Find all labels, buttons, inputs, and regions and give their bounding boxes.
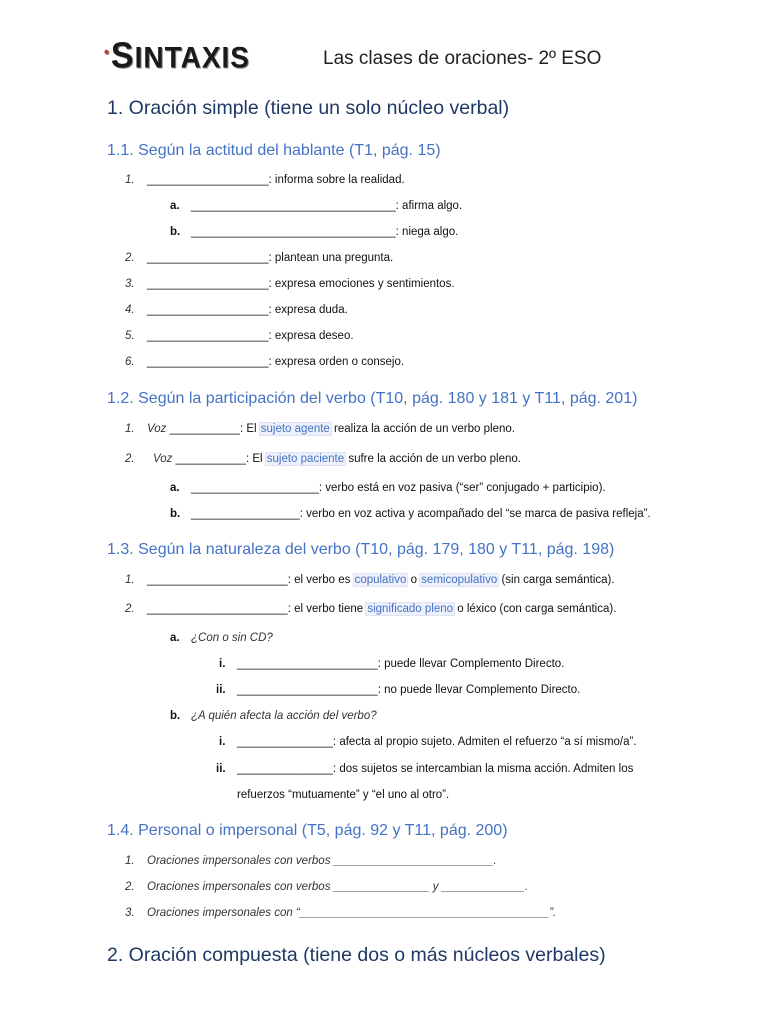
- list-letter: a.: [170, 482, 180, 494]
- list-item: ___________________: informa sobre la realidad.: [147, 174, 405, 186]
- list-letter: a.: [170, 200, 180, 212]
- list-item: _______________: afecta al propio sujeto. Admiten el refuerzo “a sí mismo/a”.: [237, 736, 637, 748]
- section-2-heading: 2. Oración compuesta (tiene dos o más núcleos verbales): [107, 944, 606, 966]
- subsection-1-1-heading: 1.1. Según la actitud del hablante (T1, pág. 15): [107, 142, 441, 159]
- list-number: 1.: [125, 574, 135, 586]
- logo-wordmark: •SINTAXIS: [104, 35, 250, 76]
- highlight-term: copulativo: [354, 574, 407, 586]
- list-item: ¿Con o sin CD?: [191, 632, 273, 644]
- list-item: ______________________: el verbo es copulativo o semicopulativo (sin carga semántica).: [147, 574, 615, 586]
- list-item: Oraciones impersonales con “_______________________________________”.: [147, 907, 557, 919]
- subsection-1-4-heading: 1.4. Personal o impersonal (T5, pág. 92 y T11, pág. 200): [107, 822, 508, 839]
- list-number: 2.: [125, 881, 135, 893]
- list-roman: ii.: [216, 763, 226, 775]
- list-roman: ii.: [216, 684, 226, 696]
- list-number: 1.: [125, 174, 135, 186]
- list-item-continuation: refuerzos “mutuamente” y “el uno al otro”.: [237, 789, 450, 801]
- list-number: 2.: [125, 453, 135, 465]
- list-roman: i.: [219, 736, 226, 748]
- highlight-term: semicopulativo: [421, 574, 498, 586]
- list-item: ______________________: puede llevar Complemento Directo.: [237, 658, 565, 670]
- list-number: 2.: [125, 252, 135, 264]
- list-item: ______________________: el verbo tiene significado pleno o léxico (con carga semántica).: [147, 603, 617, 615]
- list-item: _______________: dos sujetos se intercambian la misma acción. Admiten los: [237, 763, 634, 775]
- highlight-term: significado pleno: [367, 603, 454, 615]
- list-number: 6.: [125, 356, 135, 368]
- list-item: ___________________: plantean una pregunta.: [147, 252, 394, 264]
- list-item: ____________________: verbo está en voz pasiva (“ser” conjugado + participio).: [191, 482, 606, 494]
- list-letter: b.: [170, 710, 181, 722]
- list-item: _________________: verbo en voz activa y acompañado del “se marca de pasiva refleja”.: [191, 508, 651, 520]
- sintaxis-logo: [104, 36, 250, 76]
- list-item: ___________________: expresa emociones y sentimientos.: [147, 278, 455, 290]
- list-item: ___________________: expresa deseo.: [147, 330, 354, 342]
- highlight-term: sujeto agente: [260, 423, 330, 435]
- list-item: Voz ___________: El sujeto agente realiza la acción de un verbo pleno.: [147, 423, 515, 435]
- subsection-1-2-heading: 1.2. Según la participación del verbo (T10, pág. 180 y 181 y T11, pág. 201): [107, 390, 638, 407]
- subsection-1-3-heading: 1.3. Según la naturaleza del verbo (T10, pág. 179, 180 y T11, pág. 198): [107, 541, 615, 558]
- list-number: 2.: [125, 603, 135, 615]
- list-number: 5.: [125, 330, 135, 342]
- list-roman: i.: [219, 658, 226, 670]
- list-item: ______________________: no puede llevar Complemento Directo.: [237, 684, 581, 696]
- document-title: Las clases de oraciones- 2º ESO: [323, 48, 602, 69]
- list-item: Oraciones impersonales con verbos _________________________.: [147, 855, 497, 867]
- list-letter: b.: [170, 226, 181, 238]
- list-number: 1.: [125, 423, 135, 435]
- list-number: 4.: [125, 304, 135, 316]
- list-number: 3.: [125, 907, 135, 919]
- highlight-term: sujeto paciente: [266, 453, 345, 465]
- list-item: ___________________: expresa orden o consejo.: [147, 356, 405, 368]
- list-number: 3.: [125, 278, 135, 290]
- list-letter: b.: [170, 508, 181, 520]
- list-number: 1.: [125, 855, 135, 867]
- list-item: ¿A quién afecta la acción del verbo?: [191, 710, 377, 722]
- list-item: ___________________: expresa duda.: [147, 304, 348, 316]
- list-item: Oraciones impersonales con verbos _______________ y _____________.: [147, 881, 529, 893]
- list-letter: a.: [170, 632, 180, 644]
- list-item: ________________________________: afirma algo.: [191, 200, 463, 212]
- list-item: Voz ___________: El sujeto paciente sufre la acción de un verbo pleno.: [153, 453, 521, 465]
- list-item: ________________________________: niega algo.: [191, 226, 459, 238]
- section-1-heading: 1. Oración simple (tiene un solo núcleo verbal): [107, 97, 510, 119]
